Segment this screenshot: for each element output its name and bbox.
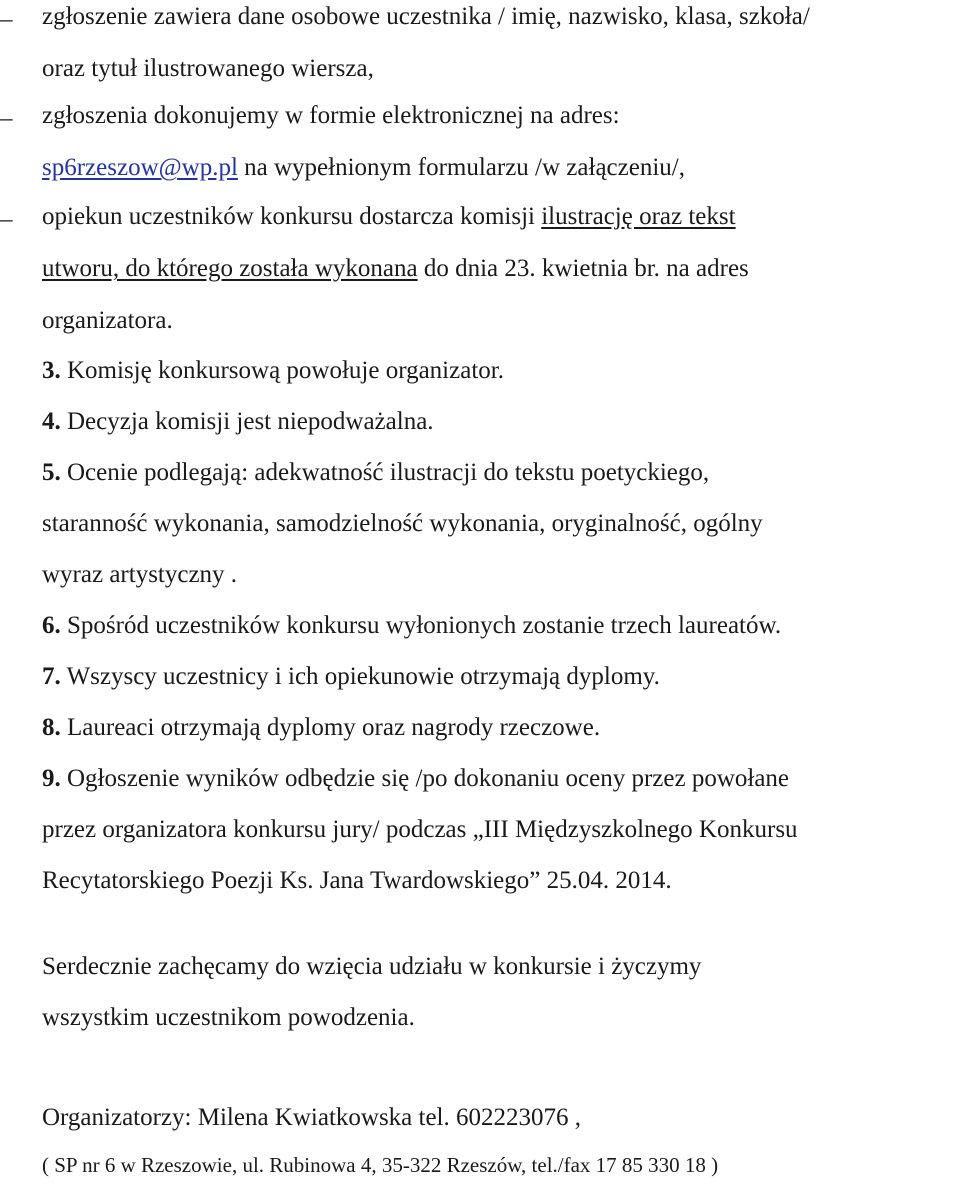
item-text: Komisję konkursową powołuje organizator. <box>67 357 504 384</box>
item-5-line-3: wyraz artystyczny . <box>42 561 238 588</box>
bullet-2-line-2-rest: na wypełnionym formularzu /w załączeniu/, <box>237 154 685 181</box>
bullet-2-line-2 <box>42 155 685 180</box>
bullet-3-line-2 <box>42 256 749 281</box>
item-number: 5. <box>42 459 61 486</box>
bullet-3-line-2-rest: do dnia 23. kwietnia br. na adres <box>417 255 749 282</box>
item-number: 9. <box>42 765 61 792</box>
bullet-dash: – <box>0 105 13 132</box>
item-number: 3. <box>42 357 61 384</box>
item-3 <box>42 358 504 383</box>
bullet-2-line-1: zgłoszenia dokonujemy w formie elektronicznej na adres: <box>42 102 620 129</box>
organizers-line: Organizatorzy: Milena Kwiatkowska tel. 602223076 , <box>42 1104 582 1131</box>
organizers-address: ( SP nr 6 w Rzeszowie, ul. Rubinowa 4, 35-322 Rzeszów, tel./fax 17 85 330 18 ) <box>42 1153 719 1177</box>
item-text: Laureaci otrzymają dyplomy oraz nagrody rzeczowe. <box>67 714 601 741</box>
item-text: Ogłoszenie wyników odbędzie się /po dokonaniu oceny przez powołane <box>67 765 790 792</box>
item-text: Wszyscy uczestnicy i ich opiekunowie otrzymają dyplomy. <box>66 663 660 690</box>
item-7 <box>42 664 660 689</box>
item-text: Ocenie podlegają: adekwatność ilustracji do tekstu poetyckiego, <box>67 459 710 486</box>
bullet-3-line-1 <box>42 204 736 229</box>
bullet-dash: – <box>0 206 13 233</box>
item-number: 4. <box>42 408 61 435</box>
item-text: Spośród uczestników konkursu wyłonionych zostanie trzech laureatów. <box>67 612 782 639</box>
bullet-3-underlined-2: utworu, do którego została wykonana <box>42 255 418 282</box>
bullet-3-underlined: ilustrację oraz tekst <box>541 203 736 230</box>
bullet-3-line-3: organizatora. <box>42 307 173 334</box>
item-number: 7. <box>42 663 61 690</box>
item-9-line-3: Recytatorskiego Poezji Ks. Jana Twardowskiego” 25.04. 2014. <box>42 867 672 894</box>
item-number: 6. <box>42 612 61 639</box>
bullet-dash: – <box>0 6 13 33</box>
item-5-line-2: staranność wykonania, samodzielność wykonania, oryginalność, ogólny <box>42 510 763 537</box>
item-text: Decyzja komisji jest niepodważalna. <box>67 408 434 435</box>
bullet-1-line-1: zgłoszenie zawiera dane osobowe uczestnika / imię, nazwisko, klasa, szkoła/ <box>42 3 810 30</box>
closing-line-1: Serdecznie zachęcamy do wzięcia udziału w konkursie i życzymy <box>42 953 702 980</box>
item-6 <box>42 613 781 638</box>
closing-line-2: wszystkim uczestnikom powodzenia. <box>42 1004 415 1031</box>
item-4 <box>42 409 434 434</box>
item-9-line-2: przez organizatora konkursu jury/ podczas „III Międzyszkolnego Konkursu <box>42 816 798 843</box>
bullet-1-line-2: oraz tytuł ilustrowanego wiersza, <box>42 55 374 82</box>
item-9 <box>42 766 789 791</box>
item-8 <box>42 715 600 740</box>
item-number: 8. <box>42 714 61 741</box>
email-link[interactable]: sp6rzeszow@wp.pl <box>42 154 238 181</box>
item-5 <box>42 460 709 485</box>
bullet-3-line-1-pre: opiekun uczestników konkursu dostarcza komisji <box>42 203 542 230</box>
